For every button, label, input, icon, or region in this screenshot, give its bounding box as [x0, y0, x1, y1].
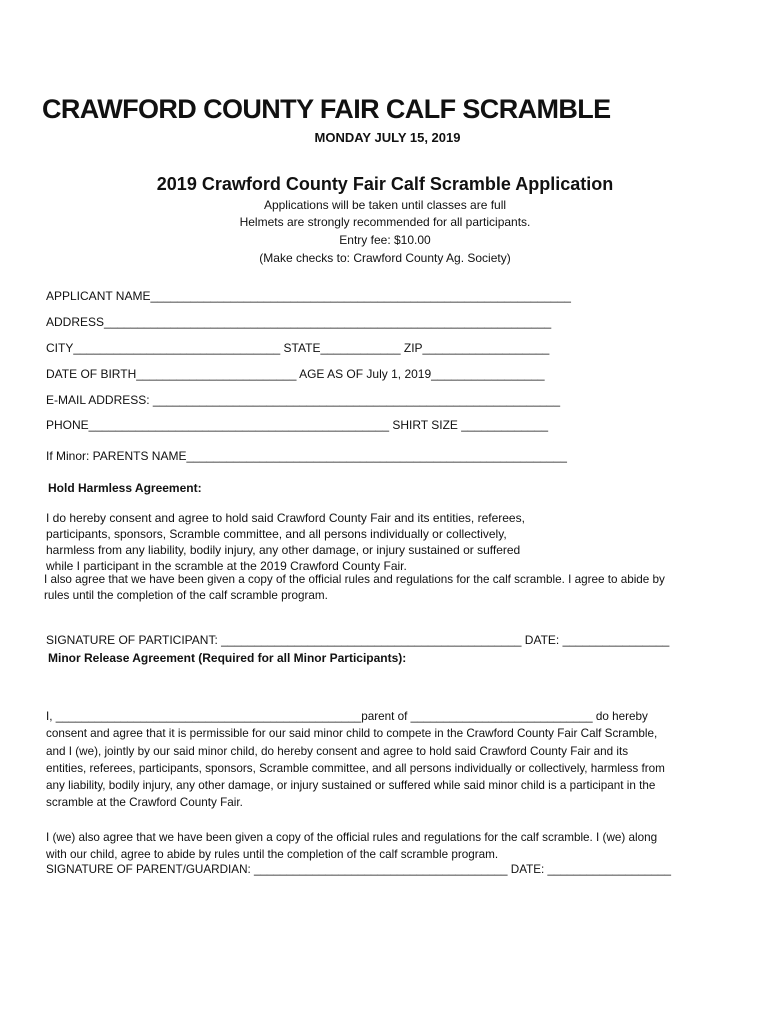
phone-shirt-field[interactable]: PHONE_____________________________________________ SHIRT SIZE _____________ — [46, 418, 548, 432]
info-line: Helmets are strongly recommended for all participants. — [239, 215, 531, 229]
dob-age-field[interactable]: DATE OF BIRTH________________________ AGE AS OF July 1, 2019_________________ — [46, 367, 545, 381]
parents-name-field[interactable]: If Minor: PARENTS NAME_________________________________________________________ — [46, 449, 567, 463]
info-line: Applications will be taken until classes are full — [263, 198, 507, 212]
city-state-zip-field[interactable]: CITY_______________________________ STATE____________ ZIP___________________ — [46, 341, 550, 355]
minor-release-text — [46, 708, 665, 812]
text-line: I do hereby consent and agree to hold said Crawford County Fair and its entities, referees, — [46, 511, 525, 525]
participant-signature-field[interactable]: SIGNATURE OF PARTICIPANT: _____________________________________________ DATE: ________________ — [46, 633, 670, 647]
text-line: any liability, bodily injury, any other damage, or injury sustained or suffered while said minor child is a participant in the — [46, 779, 656, 793]
applicant-name-field[interactable]: APPLICANT NAME_______________________________________________________________ — [46, 289, 571, 303]
application-title: 2019 Crawford County Fair Calf Scramble Application — [156, 174, 614, 194]
text-line: entities, referees, participants, sponsors, Scramble committee, and all persons individually or collectively, harmless from — [46, 761, 665, 775]
text-line: harmless from any liability, bodily injury, any other damage, or injury sustained or suffered — [46, 543, 521, 557]
address-field[interactable]: ADDRESS___________________________________________________________________ — [46, 315, 552, 329]
document-title: CRAWFORD COUNTY FAIR CALF SCRAMBLE — [42, 94, 611, 124]
text-line: and I (we), jointly by our said minor child, do hereby consent and agree to hold said Crawford County Fair and its — [46, 744, 629, 758]
hold-harmless-text — [46, 510, 525, 574]
text-line: I (we) also agree that we have been given a copy of the official rules and regulations for the calf scramble. I (we) along — [46, 831, 658, 844]
text-line: while I participant in the scramble at the 2019 Crawford County Fair. — [46, 559, 407, 573]
text-line: participants, sponsors, Scramble committee, and all persons individually or collectively, — [46, 527, 507, 541]
text-line: I, _______________________________________________parent of ____________________________ do hereby — [46, 710, 648, 723]
text-line: I also agree that we have been given a copy of the official rules and regulations for the calf scramble. I agree to abide by — [44, 573, 665, 586]
guardian-signature-field[interactable]: SIGNATURE OF PARENT/GUARDIAN: _______________________________________ DATE: ___________________ — [46, 863, 672, 876]
info-line: (Make checks to: Crawford County Ag. Society) — [259, 251, 511, 265]
event-date: MONDAY JULY 15, 2019 — [314, 130, 461, 145]
email-field[interactable]: E-MAIL ADDRESS: _____________________________________________________________ — [46, 393, 561, 407]
participant-rules-text — [44, 572, 665, 604]
hold-harmless-heading: Hold Harmless Agreement: — [48, 481, 202, 495]
minor-release-heading: Minor Release Agreement (Required for all Minor Participants): — [48, 651, 407, 665]
info-line: Entry fee: $10.00 — [339, 233, 431, 247]
text-line: scramble at the Crawford County Fair. — [46, 796, 243, 810]
text-line: consent and agree that it is permissible for our said minor child to compete in the Crawford County Fair Calf Scramble, — [46, 727, 658, 741]
text-line: rules until the completion of the calf scramble program. — [44, 589, 328, 602]
text-line: with our child, agree to abide by rules until the completion of the calf scramble program. — [46, 848, 499, 861]
guardian-rules-text — [46, 829, 657, 863]
